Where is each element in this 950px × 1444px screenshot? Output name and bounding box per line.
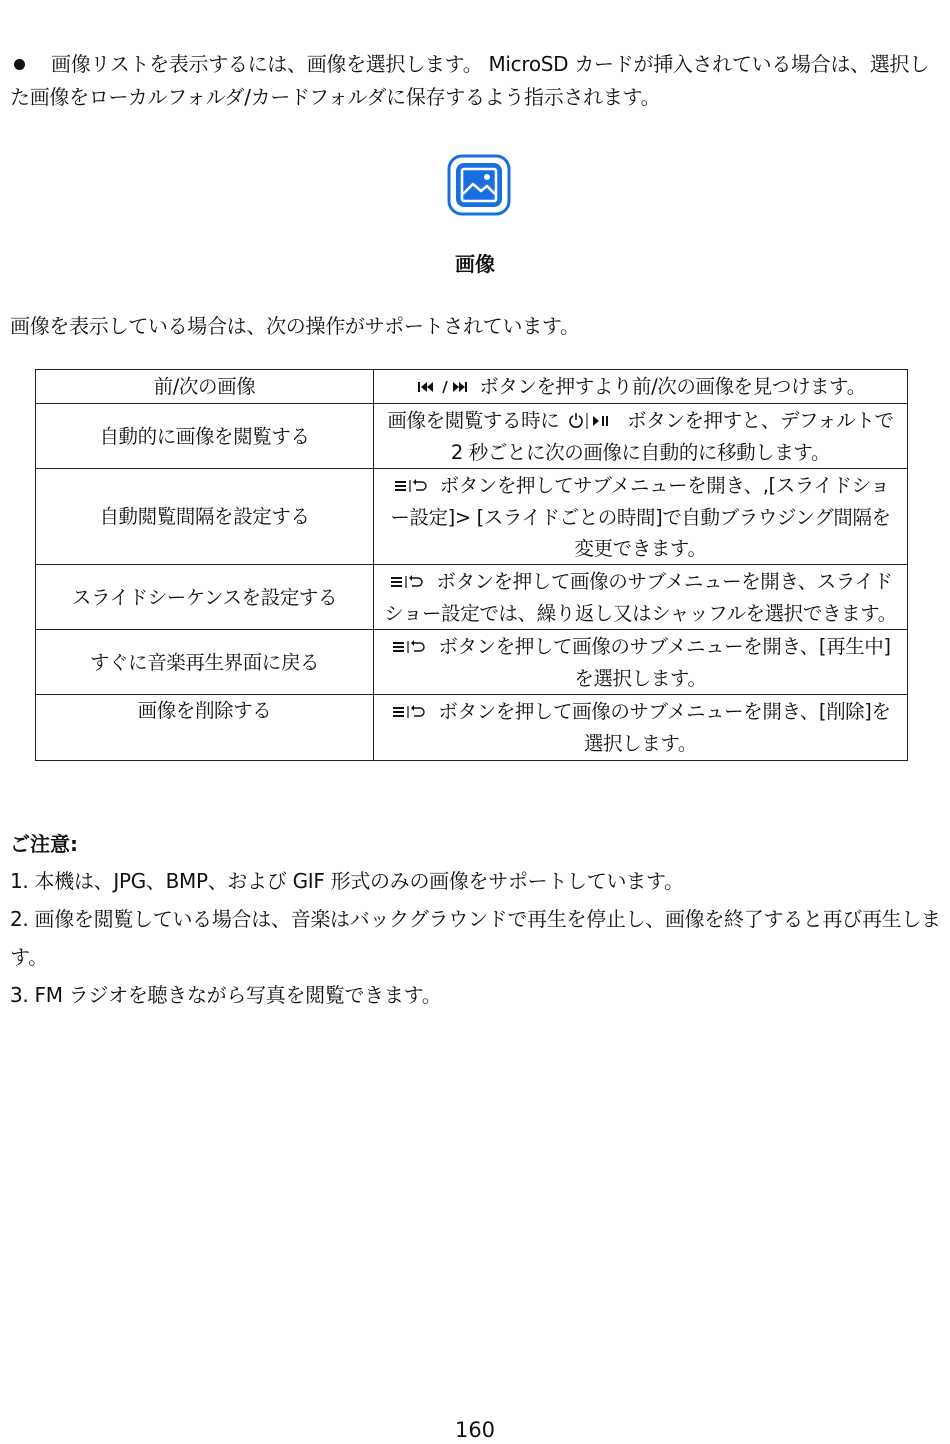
operation-cell: すぐに音楽再生界面に戻る [36, 630, 374, 695]
bullet-icon [14, 59, 25, 70]
description-text: ボタンを押すより前/次の画像を見つけます。 [479, 374, 866, 398]
table-row [36, 469, 908, 565]
description-cell [374, 370, 908, 404]
menu-return-icon [394, 471, 430, 502]
description-cell [374, 630, 908, 695]
description-text: ボタンを押して画像のサブメニューを開き、[削除]を選択します。 [438, 700, 891, 755]
description-cell [374, 565, 908, 630]
image-icon [447, 154, 511, 216]
description-text: ボタンを押して画像のサブメニューを開き、[再生中]を選択します。 [438, 634, 891, 690]
power-play-pause-icon [567, 406, 617, 437]
table-row [36, 695, 908, 761]
intro-text: 画像リストを表示するには、画像を選択します。 MicroSD カードが挿入されている場合は、選択した画像をローカルフォルダ/カードフォルダに保存するよう指示されます。 [10, 52, 929, 109]
operation-cell: 前/次の画像 [36, 370, 374, 404]
operation-cell: スライドシーケンスを設定する [36, 565, 374, 630]
menu-return-icon [390, 567, 426, 598]
description-text: ボタンを押してサブメニューを開き、,[スライドショー設定]> [スライドごとの時間]で自動ブラウジング間隔を変更できます。 [390, 473, 891, 560]
page-number: 160 [454, 1418, 496, 1442]
description-prefix: 画像を閲覧する時に [387, 408, 560, 432]
note-item: 1. 本機は、JPG、BMP、および GIF 形式のみの画像をサポートしています。 [10, 869, 684, 893]
operations-table [35, 369, 908, 761]
description-text: ボタンを押して画像のサブメニューを開き、スライドショー設定では、繰り返し又はシャッフルを選択できます。 [384, 569, 897, 625]
intro-paragraph [10, 48, 945, 114]
table-row [36, 370, 908, 404]
support-statement: 画像を表示している場合は、次の操作がサポートされています。 [10, 314, 580, 338]
description-cell [374, 469, 908, 565]
prev-next-icon [417, 372, 469, 403]
operation-cell: 画像を削除する [36, 695, 374, 761]
operation-cell: 自動的に画像を閲覧する [36, 404, 374, 469]
description-cell [374, 404, 908, 469]
note-item: 3. FM ラジオを聴きながら写真を閲覧できます。 [10, 983, 442, 1007]
icon-caption: 画像 [455, 252, 495, 276]
menu-return-icon [392, 632, 428, 663]
menu-return-icon [392, 697, 428, 728]
notes-title: ご注意: [10, 832, 78, 856]
table-row [36, 404, 908, 469]
description-cell [374, 695, 908, 761]
table-row [36, 565, 908, 630]
operation-cell: 自動閲覧間隔を設定する [36, 469, 374, 565]
description-text: ボタンを押すと、デフォルトで 2 秒ごとに次の画像に自動的に移動します。 [450, 408, 894, 464]
table-row [36, 630, 908, 695]
note-item: 2. 画像を閲覧している場合は、音楽はバックグラウンドで再生を停止し、画像を終了すると再び再生します。 [10, 907, 941, 969]
